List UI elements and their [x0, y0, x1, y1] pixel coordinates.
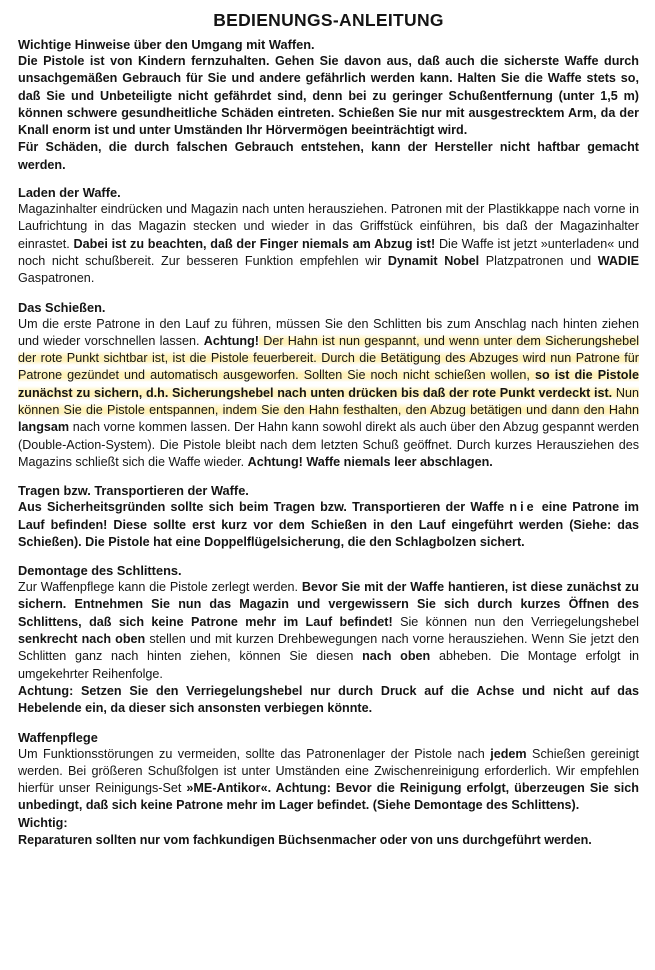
maintenance-paragraph	[18, 746, 639, 815]
loading-paragraph	[18, 201, 639, 287]
section-loading	[18, 184, 639, 287]
maintenance-bold-1: jedem	[490, 746, 527, 761]
section-safety-notes	[18, 36, 639, 174]
repair-notice-text: Reparaturen sollten nur vom fachkundigen Büchsenmacher oder von uns durchgeführt werden.	[18, 832, 592, 847]
section-heading-maintenance: Waffenpflege	[18, 729, 98, 745]
disassembly-bold-2: senkrecht nach oben	[18, 632, 146, 647]
section-heading-safety: Wichtige Hinweise über den Umgang mit Waffen.	[18, 37, 315, 52]
loading-bold-brand-2: WADIE	[597, 253, 639, 268]
maintenance-bold-2: »ME-Antikor«. Achtung: Bevor die Reinigung erfolgt, überzeugen Sie sich unbedingt, daß sich keine Patrone mehr im Lager befindet. (Siehe Demontage des Schlittens).	[18, 781, 640, 813]
section-heading-loading: Laden der Waffe.	[18, 185, 121, 201]
carrying-text-1: Aus Sicherheitsgründen sollte sich beim Tragen bzw. Transportieren der Waffe	[18, 500, 510, 515]
section-heading-shooting: Das Schießen.	[18, 299, 106, 315]
carrying-paragraph	[18, 499, 639, 551]
disassembly-bold-3: nach oben	[362, 649, 431, 664]
disassembly-bold-1: Bevor Sie mit der Waffe hantieren, ist diese zunächst zu sichern. Entnehmen Sie nun das Magazin und vergewissern Sie sich durch kurzes Öffnen des Schlittens, daß sich keine Patrone mehr im Lauf befindet!	[18, 580, 639, 629]
shooting-text-3: Nun können Sie die Pistole entspannen, indem Sie den Hahn festhalten, den Abzug betätigen und dann den Hahn	[18, 385, 639, 418]
section-shooting	[18, 299, 639, 472]
section-heading-carrying: Tragen bzw. Transportieren der Waffe.	[18, 483, 249, 499]
loading-text-4: Gaspatronen.	[18, 271, 95, 286]
disassembly-text-3: stellen und mit kurzen Drehbewegungen nach vorne herausziehen. Wenn Sie jetzt den Schlitten ganz nach hinten ziehen, können Sie diesen	[18, 632, 639, 664]
disassembly-text-1: Zur Waffenpflege kann die Pistole zerlegt werden.	[18, 580, 302, 595]
repair-notice	[18, 832, 639, 849]
important-label	[18, 815, 639, 832]
shooting-text-2: Der Hahn ist nun gespannt, und wenn unter dem Sicherungshebel der rote Punkt sichtbar ist, ist die Pistole feuerbereit. Durch die Betätigung des Abzuges wird nun Patrone für Patrone gezündet und automatisch ausgeworfen. Sollten Sie noch nicht schießen wollen,	[18, 333, 639, 383]
disassembly-text-2: Sie können nun den Verriegelungshebel	[392, 614, 639, 629]
section-maintenance	[18, 729, 639, 850]
safety-paragraph-2	[18, 139, 639, 174]
page-title: BEDIENUNGS-ANLEITUNG	[213, 10, 444, 30]
safety-text-1: Die Pistole ist von Kindern fernzuhalten. Gehen Sie davon aus, daß auch die sicherste Waffe durch unsachgemäßen Gebrauch für Sie und andere gefährlich werden kann. Halten Sie die Waffe stets so, daß Sie und Unbeteiligte nicht gefährdet sind, denn bei zu geringer Schußentfernung (unter 1,5 m) können schwere gesundheitliche Schäden eintreten. Schießen Sie nur mit ausgestrecktem Arm, da der Knall enorm ist und unter Umständen Ihr Hörvermögen beeinträchtigt wird.	[18, 54, 639, 138]
loading-bold-brand-1: Dynamit Nobel	[387, 253, 480, 268]
loading-text-2: Die Waffe ist jetzt »unterladen« und noch nicht schußbereit. Zur besseren Funktion empfehlen wir	[18, 236, 639, 268]
disassembly-paragraph	[18, 579, 639, 683]
maintenance-text-2: Schießen gereinigt werden. Bei größeren Schußfolgen ist unter Umständen eine Zwischenreinigung erforderlich. Wir empfehlen hierfür unser Reinigungs-Set	[18, 746, 639, 796]
shooting-bold-2: so ist die Pistole zunächst zu sichern, d.h. Sicherungshebel nach unten drücken bis daß der rote Punkt verdeckt ist.	[18, 368, 639, 400]
shooting-bold-1: Achtung!	[203, 333, 259, 348]
loading-text-3: Platzpatronen und	[479, 253, 598, 268]
shooting-paragraph	[18, 316, 639, 472]
shooting-bold-4: Achtung! Waffe niemals leer abschlagen.	[247, 454, 493, 469]
carrying-emphasis-never: nie	[509, 500, 537, 515]
disassembly-warning	[18, 683, 639, 718]
loading-bold-1: Dabei ist zu beachten, daß der Finger niemals am Abzug ist!	[73, 236, 436, 251]
maintenance-text-1: Um Funktionsstörungen zu vermeiden, sollte das Patronenlager der Pistole nach	[18, 746, 491, 761]
shooting-text-4: nach vorne kommen lassen. Der Hahn kann sowohl direkt als auch über den Abzug gespannt werden (Double-Action-System). Die Pistole bleibt nach dem letzten Schuß geöffnet. Durch kurzes Herausziehen des Magazins schließt sich die Waffe wieder.	[18, 420, 639, 469]
section-heading-disassembly: Demontage des Schlittens.	[18, 563, 182, 579]
important-label-text: Wichtig:	[18, 815, 68, 830]
safety-text-2: Für Schäden, die durch falschen Gebrauch entstehen, kann der Hersteller nicht haftbar gemacht werden.	[18, 140, 639, 172]
shooting-bold-3: langsam	[18, 420, 70, 435]
disassembly-text-4: abheben. Die Montage erfolgt in umgekehrter Reihenfolge.	[18, 649, 640, 681]
safety-paragraph-1	[18, 53, 639, 139]
section-disassembly	[18, 562, 639, 717]
shooting-text-1: Um die erste Patrone in den Lauf zu führen, müssen Sie den Schlitten bis zum Anschlag nach hinten ziehen und wieder vorschnellen lassen.	[18, 316, 639, 348]
carrying-text-2: eine Patrone im Lauf befinden! Diese sollte erst kurz vor dem Schießen in den Lauf eingeführt werden (Siehe: das Schießen). Die Pistole hat eine Doppelflügelsicherung, die den Schlagbolzen sichert.	[18, 500, 639, 549]
loading-text-1: Magazinhalter eindrücken und Magazin nach unten herausziehen. Patronen mit der Plastikkappe nach vorne in Laufrichtung in das Magazin stecken und wieder in das Griffstück einführen, bis daß der Magazinhalter einrastet.	[18, 202, 639, 251]
disassembly-warning-text: Achtung: Setzen Sie den Verriegelungshebel nur durch Druck auf die Achse und nicht auf das Hebelende ein, da dieser sich ansonsten verbiegen könnte.	[18, 683, 639, 716]
section-carrying	[18, 482, 639, 551]
